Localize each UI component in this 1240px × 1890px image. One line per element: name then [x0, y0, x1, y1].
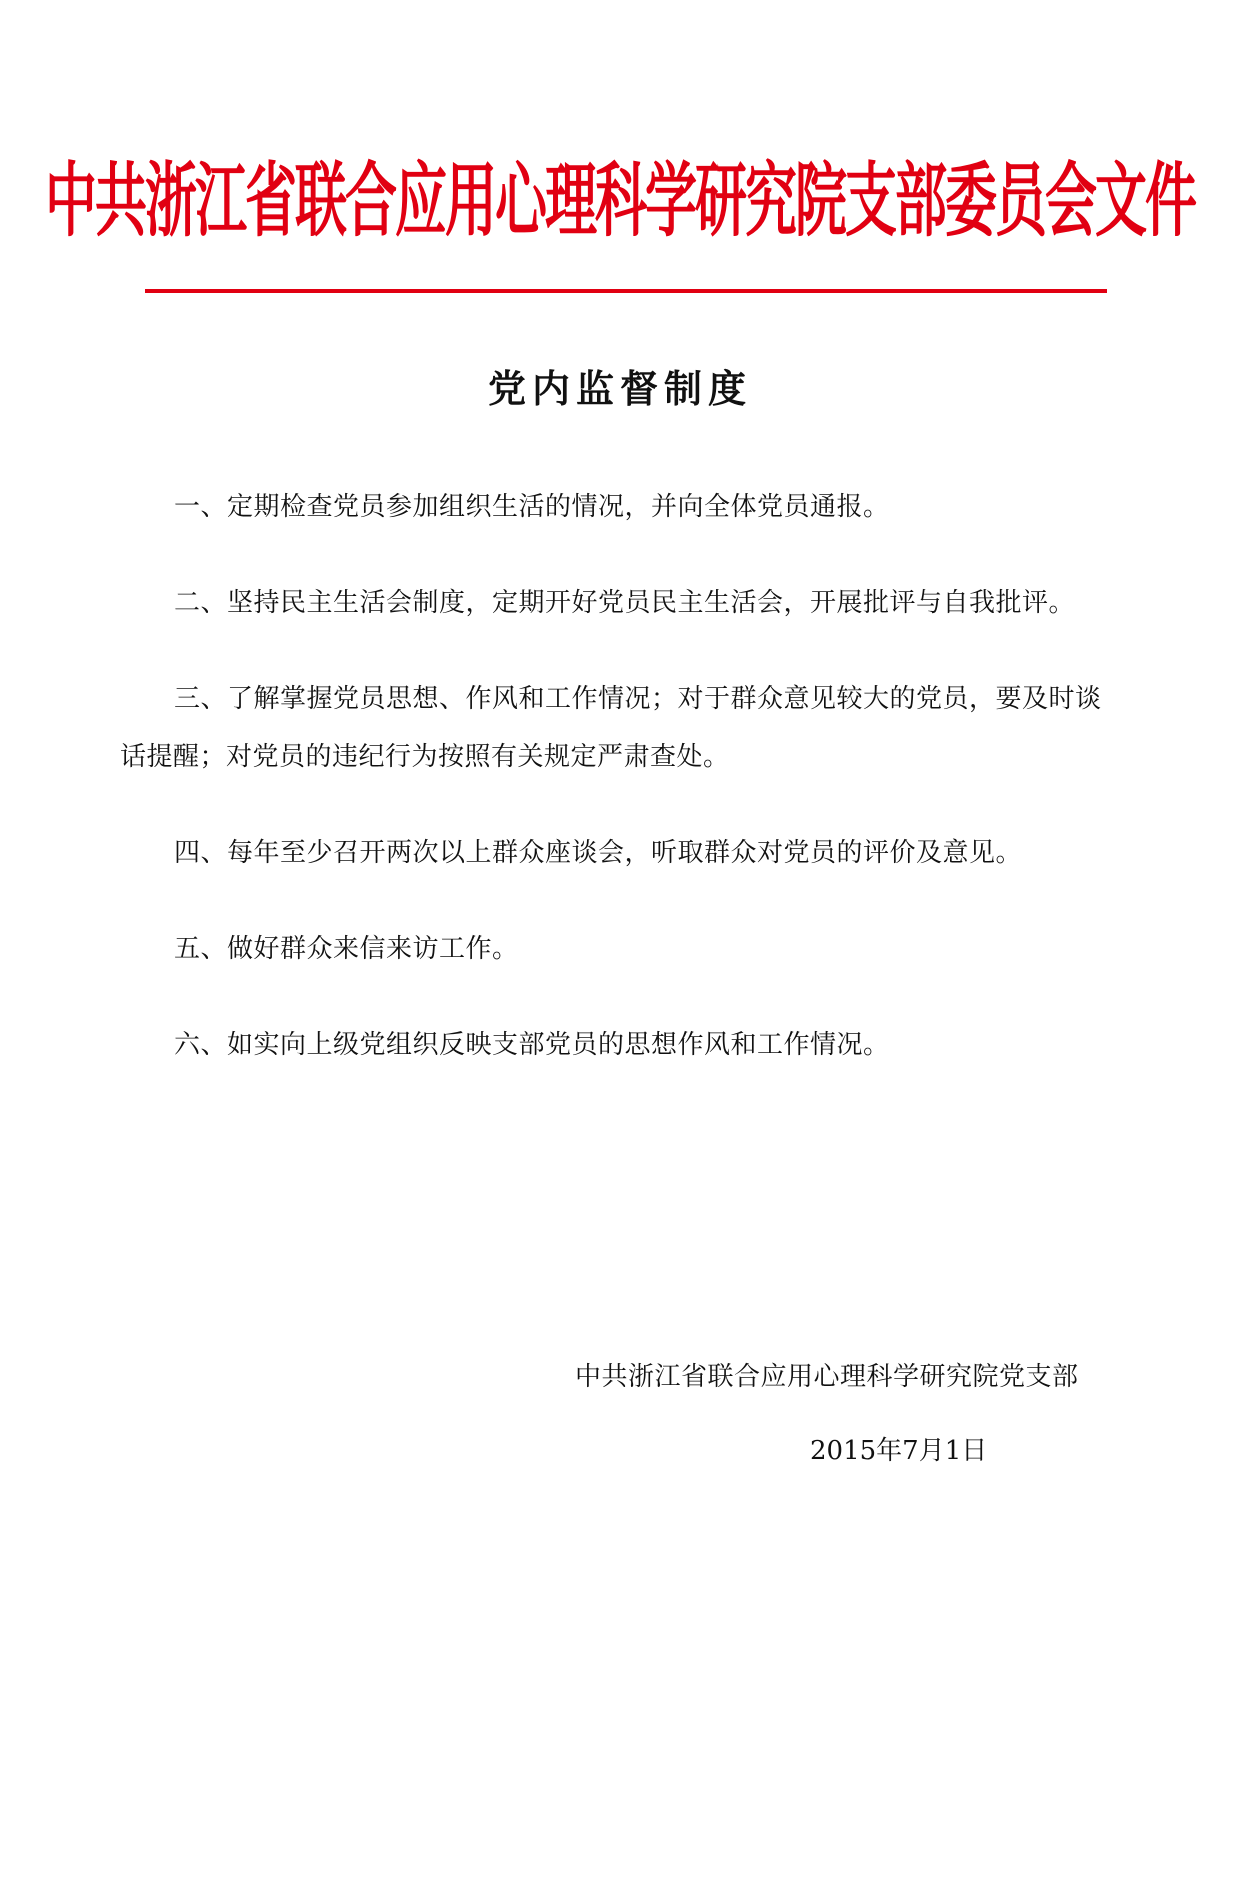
- clause-5: 五、做好群众来信来访工作。: [174, 934, 519, 964]
- masthead-title: 中共浙江省联合应用心理科学研究院支部委员会文件: [45, 155, 1196, 249]
- clause-3: 三、了解掌握党员思想、作风和工作情况；对于群众意见较大的党员，要及时谈话提醒；对党员的违纪行为按照有关规定严肃查处。: [120, 684, 1102, 772]
- clause-6: 六、如实向上级党组织反映支部党员的思想作风和工作情况。: [174, 1030, 890, 1060]
- document-body: [120, 478, 1120, 1112]
- document-title: 党内监督制度: [487, 366, 752, 411]
- clause-4: 四、每年至少召开两次以上群众座谈会，听取群众对党员的评价及意见。: [174, 838, 1023, 868]
- clause-1: 一、定期检查党员参加组织生活的情况，并向全体党员通报。: [174, 492, 890, 522]
- red-separator-line: [145, 289, 1107, 293]
- signature-organization: 中共浙江省联合应用心理科学研究院党支部: [575, 1362, 1079, 1392]
- masthead: [45, 118, 1196, 268]
- signature-date: 2015年7月1日: [810, 1436, 988, 1466]
- clause-2: 二、坚持民主生活会制度，定期开好党员民主生活会，开展批评与自我批评。: [174, 588, 1076, 618]
